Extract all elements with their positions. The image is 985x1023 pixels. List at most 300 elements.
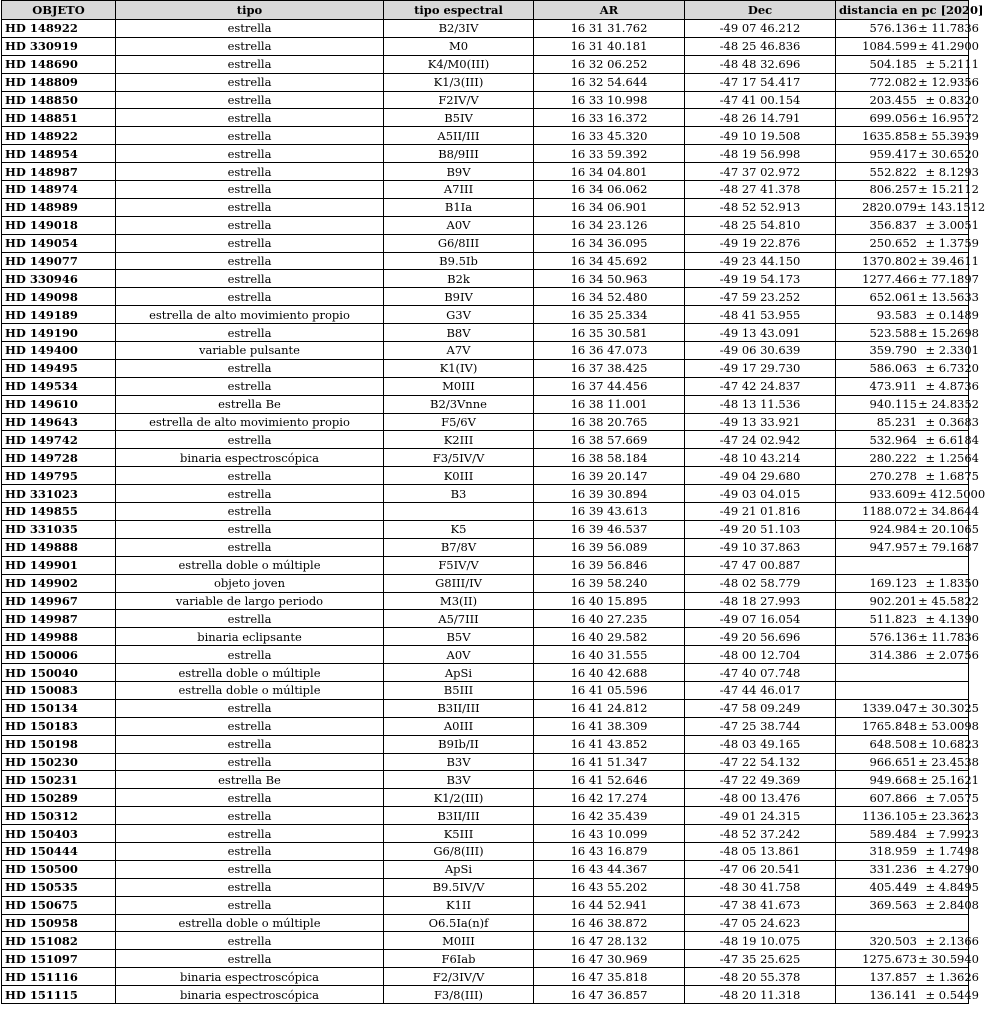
distance-error: ± 55.3939 xyxy=(918,128,979,143)
distance-error: ± 34.8644 xyxy=(918,504,979,519)
cell-ar: 16 35 30.581 xyxy=(534,324,685,342)
cell-distancia xyxy=(836,699,979,717)
distance-value: 320.503 xyxy=(869,933,917,948)
cell-objeto: HD 149054 xyxy=(2,234,116,252)
cell-tipo-espectral: A0V xyxy=(384,216,534,234)
cell-objeto: HD 149901 xyxy=(2,556,116,574)
table-row xyxy=(2,664,969,682)
cell-ar: 16 34 52.480 xyxy=(534,288,685,306)
cell-tipo: estrella de alto movimiento propio xyxy=(116,413,384,431)
cell-dec: -49 23 44.150 xyxy=(685,252,836,270)
distance-value: 772.082 xyxy=(869,75,917,90)
cell-objeto: HD 331035 xyxy=(2,520,116,538)
distance-error: ± 1.3626 xyxy=(925,969,979,984)
cell-tipo-espectral: A5II/III xyxy=(384,127,534,145)
table-row xyxy=(2,986,969,1004)
cell-objeto: HD 149077 xyxy=(2,252,116,270)
table-row xyxy=(2,234,969,252)
distance-value: 1765.848 xyxy=(862,719,917,734)
distance-value: 85.231 xyxy=(876,415,917,430)
cell-ar: 16 37 44.456 xyxy=(534,377,685,395)
cell-tipo: estrella doble o múltiple xyxy=(116,664,384,682)
cell-objeto: HD 149967 xyxy=(2,592,116,610)
cell-tipo-espectral: B9.5Ib xyxy=(384,252,534,270)
distance-value: 959.417 xyxy=(869,146,917,161)
cell-tipo: estrella xyxy=(116,932,384,950)
cell-tipo-espectral: F5IV/V xyxy=(384,556,534,574)
cell-tipo: estrella xyxy=(116,288,384,306)
cell-tipo: estrella xyxy=(116,37,384,55)
cell-objeto: HD 331023 xyxy=(2,485,116,503)
table-row xyxy=(2,950,969,968)
cell-dec: -47 44 46.017 xyxy=(685,681,836,699)
distance-value: 949.668 xyxy=(869,772,917,787)
distance-error: ± 11.7836 xyxy=(918,21,979,36)
cell-distancia xyxy=(836,342,979,360)
cell-tipo: binaria espectroscópica xyxy=(116,968,384,986)
cell-ar: 16 35 25.334 xyxy=(534,306,685,324)
distance-error: ± 53.0098 xyxy=(918,719,979,734)
cell-tipo: estrella xyxy=(116,789,384,807)
cell-tipo: estrella xyxy=(116,538,384,556)
distance-value: 1084.599 xyxy=(862,39,917,54)
cell-dec: -47 17 54.417 xyxy=(685,73,836,91)
cell-tipo-espectral: B2/3Vnne xyxy=(384,395,534,413)
cell-tipo-espectral: B9IV xyxy=(384,288,534,306)
cell-distancia xyxy=(836,950,979,968)
cell-distancia xyxy=(836,896,979,914)
cell-ar: 16 33 16.372 xyxy=(534,109,685,127)
cell-distancia xyxy=(836,163,979,181)
cell-objeto: HD 149495 xyxy=(2,359,116,377)
cell-objeto: HD 149795 xyxy=(2,467,116,485)
cell-tipo: estrella xyxy=(116,20,384,38)
cell-objeto: HD 148809 xyxy=(2,73,116,91)
cell-tipo-espectral: M0 xyxy=(384,37,534,55)
cell-objeto: HD 151116 xyxy=(2,968,116,986)
cell-dec: -48 10 43.214 xyxy=(685,449,836,467)
cell-ar: 16 40 27.235 xyxy=(534,610,685,628)
distance-value: 473.911 xyxy=(869,379,917,394)
cell-tipo: estrella Be xyxy=(116,771,384,789)
cell-tipo-espectral: F3/5IV/V xyxy=(384,449,534,467)
cell-dec: -49 17 29.730 xyxy=(685,359,836,377)
cell-distancia xyxy=(836,628,979,646)
cell-tipo: estrella xyxy=(116,520,384,538)
cell-objeto: HD 149888 xyxy=(2,538,116,556)
table-row xyxy=(2,342,969,360)
distance-value: 250.652 xyxy=(869,236,917,251)
distance-error: ± 12.9356 xyxy=(918,75,979,90)
distance-error: ± 23.3623 xyxy=(918,808,979,823)
cell-dec: -47 59 23.252 xyxy=(685,288,836,306)
distance-value: 359.790 xyxy=(869,343,917,358)
distance-value: 576.136 xyxy=(869,629,917,644)
cell-dec: -47 24 02.942 xyxy=(685,431,836,449)
cell-tipo: estrella xyxy=(116,55,384,73)
distance-error: ± 1.8350 xyxy=(925,576,979,591)
table-row xyxy=(2,181,969,199)
cell-tipo-espectral: F2IV/V xyxy=(384,91,534,109)
distance-value: 940.115 xyxy=(869,397,917,412)
cell-tipo: estrella xyxy=(116,359,384,377)
cell-ar: 16 39 30.894 xyxy=(534,485,685,503)
cell-distancia xyxy=(836,932,979,950)
cell-dec: -49 13 43.091 xyxy=(685,324,836,342)
distance-value: 270.278 xyxy=(869,468,917,483)
cell-objeto: HD 150083 xyxy=(2,681,116,699)
cell-distancia xyxy=(836,825,979,843)
cell-tipo-espectral: B3V xyxy=(384,753,534,771)
cell-objeto: HD 148954 xyxy=(2,145,116,163)
distance-error: ± 4.2790 xyxy=(925,862,979,877)
cell-tipo: binaria espectroscópica xyxy=(116,449,384,467)
distance-error: ± 30.6520 xyxy=(918,146,979,161)
cell-ar: 16 33 10.998 xyxy=(534,91,685,109)
cell-ar: 16 39 56.089 xyxy=(534,538,685,556)
cell-tipo: estrella doble o múltiple xyxy=(116,681,384,699)
cell-tipo: estrella de alto movimiento propio xyxy=(116,306,384,324)
cell-ar: 16 43 16.879 xyxy=(534,842,685,860)
cell-ar: 16 42 35.439 xyxy=(534,807,685,825)
cell-tipo-espectral: G8III/IV xyxy=(384,574,534,592)
cell-objeto: HD 150040 xyxy=(2,664,116,682)
cell-ar: 16 34 45.692 xyxy=(534,252,685,270)
distance-error: ± 30.5940 xyxy=(918,951,979,966)
cell-tipo: estrella Be xyxy=(116,395,384,413)
distance-value: 137.857 xyxy=(869,969,917,984)
cell-distancia xyxy=(836,717,979,735)
cell-objeto: HD 150006 xyxy=(2,646,116,664)
cell-objeto: HD 150444 xyxy=(2,842,116,860)
distance-value: 532.964 xyxy=(869,432,917,447)
distance-value: 1188.072 xyxy=(862,504,917,519)
cell-tipo-espectral: K5III xyxy=(384,825,534,843)
cell-tipo: estrella xyxy=(116,896,384,914)
cell-distancia xyxy=(836,91,979,109)
header-tipo: tipo xyxy=(116,1,384,20)
cell-tipo-espectral: K1II xyxy=(384,896,534,914)
cell-dec: -48 27 41.378 xyxy=(685,181,836,199)
cell-tipo: estrella xyxy=(116,377,384,395)
cell-distancia xyxy=(836,216,979,234)
cell-distancia xyxy=(836,860,979,878)
cell-distancia xyxy=(836,842,979,860)
cell-tipo-espectral: G3V xyxy=(384,306,534,324)
cell-tipo-espectral: A0III xyxy=(384,717,534,735)
cell-dec: -49 03 04.015 xyxy=(685,485,836,503)
cell-tipo-espectral: A0V xyxy=(384,646,534,664)
table-row xyxy=(2,485,969,503)
cell-tipo: estrella xyxy=(116,270,384,288)
cell-objeto: HD 149902 xyxy=(2,574,116,592)
cell-tipo: estrella xyxy=(116,198,384,216)
table-row xyxy=(2,198,969,216)
cell-tipo-espectral: B2/3IV xyxy=(384,20,534,38)
table-row xyxy=(2,216,969,234)
cell-ar: 16 43 55.202 xyxy=(534,878,685,896)
cell-dec: -48 00 13.476 xyxy=(685,789,836,807)
cell-tipo: estrella xyxy=(116,485,384,503)
cell-ar: 16 46 38.872 xyxy=(534,914,685,932)
cell-ar: 16 39 20.147 xyxy=(534,467,685,485)
cell-tipo-espectral: K0III xyxy=(384,467,534,485)
cell-dec: -47 38 41.673 xyxy=(685,896,836,914)
cell-dec: -48 03 49.165 xyxy=(685,735,836,753)
cell-distancia xyxy=(836,503,979,521)
cell-ar: 16 39 56.846 xyxy=(534,556,685,574)
cell-distancia xyxy=(836,789,979,807)
cell-objeto: HD 151115 xyxy=(2,986,116,1004)
distance-value: 511.823 xyxy=(869,611,917,626)
table-row xyxy=(2,556,969,574)
table-row xyxy=(2,628,969,646)
cell-tipo: estrella xyxy=(116,950,384,968)
distance-value: 586.063 xyxy=(869,361,917,376)
table-row xyxy=(2,252,969,270)
cell-tipo: estrella xyxy=(116,431,384,449)
cell-distancia xyxy=(836,198,985,216)
cell-objeto: HD 148690 xyxy=(2,55,116,73)
cell-ar: 16 34 36.095 xyxy=(534,234,685,252)
table-row xyxy=(2,270,969,288)
cell-tipo: estrella xyxy=(116,753,384,771)
distance-value: 203.455 xyxy=(869,93,917,107)
cell-dec: -49 04 29.680 xyxy=(685,467,836,485)
cell-objeto: HD 330919 xyxy=(2,37,116,55)
cell-objeto: HD 150958 xyxy=(2,914,116,932)
cell-tipo: estrella xyxy=(116,145,384,163)
table-row xyxy=(2,646,969,664)
distance-value: 331.236 xyxy=(869,862,917,877)
cell-tipo-espectral: B3V xyxy=(384,771,534,789)
cell-distancia xyxy=(836,324,979,342)
cell-dec: -48 05 13.861 xyxy=(685,842,836,860)
cell-ar: 16 34 06.901 xyxy=(534,198,685,216)
cell-ar: 16 34 50.963 xyxy=(534,270,685,288)
cell-dec: -49 20 56.696 xyxy=(685,628,836,646)
cell-dec: -47 58 09.249 xyxy=(685,699,836,717)
cell-dec: -48 26 14.791 xyxy=(685,109,836,127)
distance-error: ± 4.1390 xyxy=(925,611,979,626)
distance-value: 405.449 xyxy=(869,880,917,895)
table-row xyxy=(2,37,969,55)
cell-ar: 16 39 43.613 xyxy=(534,503,685,521)
cell-ar: 16 39 58.240 xyxy=(534,574,685,592)
cell-distancia xyxy=(836,377,979,395)
cell-dec: -48 20 55.378 xyxy=(685,968,836,986)
cell-ar: 16 34 23.126 xyxy=(534,216,685,234)
table-row xyxy=(2,771,969,789)
distance-value: 699.056 xyxy=(869,110,917,125)
distance-error: ± 79.1687 xyxy=(918,540,979,555)
cell-dec: -47 05 24.623 xyxy=(685,914,836,932)
table-row xyxy=(2,878,969,896)
cell-distancia xyxy=(836,592,979,610)
distance-error: ± 7.0575 xyxy=(925,790,979,805)
cell-ar: 16 38 58.184 xyxy=(534,449,685,467)
cell-dec: -48 41 53.955 xyxy=(685,306,836,324)
table-body xyxy=(2,20,985,1004)
cell-distancia xyxy=(836,55,979,73)
cell-tipo-espectral: B7/8V xyxy=(384,538,534,556)
table-row xyxy=(2,449,969,467)
table-row xyxy=(2,574,969,592)
cell-ar: 16 40 31.555 xyxy=(534,646,685,664)
distance-error: ± 77.1897 xyxy=(918,271,979,286)
cell-ar: 16 40 15.895 xyxy=(534,592,685,610)
distance-value: 93.583 xyxy=(876,307,917,322)
cell-distancia xyxy=(836,520,979,538)
header-distancia: distancia en pc [2020] xyxy=(836,1,969,20)
distance-value: 652.061 xyxy=(869,289,917,304)
cell-dec: -48 25 54.810 xyxy=(685,216,836,234)
cell-ar: 16 41 24.812 xyxy=(534,699,685,717)
cell-dec: -48 19 10.075 xyxy=(685,932,836,950)
cell-objeto: HD 148850 xyxy=(2,91,116,109)
distance-value: 589.484 xyxy=(869,826,917,841)
cell-tipo: estrella xyxy=(116,163,384,181)
table-row xyxy=(2,20,969,38)
cell-dec: -49 01 24.315 xyxy=(685,807,836,825)
cell-objeto: HD 149098 xyxy=(2,288,116,306)
cell-tipo: estrella xyxy=(116,825,384,843)
cell-tipo-espectral: A5/7III xyxy=(384,610,534,628)
cell-dec: -47 37 02.972 xyxy=(685,163,836,181)
cell-ar: 16 42 17.274 xyxy=(534,789,685,807)
cell-ar: 16 34 04.801 xyxy=(534,163,685,181)
cell-distancia xyxy=(836,753,979,771)
cell-objeto: HD 148989 xyxy=(2,198,116,216)
cell-distancia xyxy=(836,735,979,753)
cell-dec: -49 20 51.103 xyxy=(685,520,836,538)
cell-dec: -48 30 41.758 xyxy=(685,878,836,896)
table-row xyxy=(2,306,969,324)
distance-error: ± 0.5449 xyxy=(925,987,979,1002)
cell-tipo-espectral: F3/8(III) xyxy=(384,986,534,1004)
table-row xyxy=(2,932,969,950)
cell-objeto: HD 149018 xyxy=(2,216,116,234)
distance-value: 924.984 xyxy=(869,522,917,537)
cell-dec: -47 22 49.369 xyxy=(685,771,836,789)
distance-error: ± 1.2564 xyxy=(925,450,979,465)
cell-tipo: estrella xyxy=(116,252,384,270)
distance-value: 2820.079 xyxy=(862,200,917,215)
cell-ar: 16 36 47.073 xyxy=(534,342,685,360)
distance-value: 136.141 xyxy=(869,987,917,1002)
cell-objeto: HD 150183 xyxy=(2,717,116,735)
cell-dec: -47 25 38.744 xyxy=(685,717,836,735)
cell-tipo-espectral: K5 xyxy=(384,520,534,538)
distance-value: 576.136 xyxy=(869,21,917,36)
cell-objeto: HD 150230 xyxy=(2,753,116,771)
cell-objeto: HD 149400 xyxy=(2,342,116,360)
cell-tipo: estrella xyxy=(116,181,384,199)
cell-objeto: HD 150198 xyxy=(2,735,116,753)
distance-value: 607.866 xyxy=(869,790,917,805)
star-catalog-table xyxy=(1,0,985,1004)
cell-tipo-espectral: O6.5Ia(n)f xyxy=(384,914,534,932)
cell-tipo: estrella xyxy=(116,324,384,342)
cell-tipo-espectral: B5III xyxy=(384,681,534,699)
cell-distancia xyxy=(836,538,979,556)
table-row xyxy=(2,753,969,771)
cell-tipo: estrella doble o múltiple xyxy=(116,914,384,932)
distance-error: ± 39.4611 xyxy=(918,254,979,269)
cell-dec: -49 10 37.863 xyxy=(685,538,836,556)
cell-tipo: estrella xyxy=(116,860,384,878)
cell-objeto: HD 149643 xyxy=(2,413,116,431)
cell-tipo: estrella xyxy=(116,503,384,521)
table-row xyxy=(2,109,969,127)
table-row xyxy=(2,359,969,377)
cell-tipo: estrella xyxy=(116,717,384,735)
distance-value: 947.957 xyxy=(869,540,917,555)
cell-tipo-espectral: B3II/III xyxy=(384,699,534,717)
cell-ar: 16 41 38.309 xyxy=(534,717,685,735)
table-row xyxy=(2,163,969,181)
cell-distancia xyxy=(836,431,979,449)
distance-value: 1275.673 xyxy=(862,951,917,966)
distance-error: ± 3.0051 xyxy=(925,218,979,233)
cell-ar: 16 47 28.132 xyxy=(534,932,685,950)
table-row xyxy=(2,896,969,914)
distance-value: 169.123 xyxy=(869,576,917,591)
cell-tipo-espectral: B9Ib/II xyxy=(384,735,534,753)
cell-ar: 16 33 45.320 xyxy=(534,127,685,145)
cell-distancia xyxy=(836,288,979,306)
cell-tipo: estrella xyxy=(116,807,384,825)
cell-tipo-espectral: G6/8(III) xyxy=(384,842,534,860)
distance-value: 504.185 xyxy=(869,57,917,72)
distance-error: ± 1.3759 xyxy=(925,236,979,251)
cell-ar: 16 41 43.852 xyxy=(534,735,685,753)
cell-objeto: HD 150500 xyxy=(2,860,116,878)
cell-ar: 16 37 38.425 xyxy=(534,359,685,377)
cell-tipo-espectral: B1Ia xyxy=(384,198,534,216)
distance-value: 318.959 xyxy=(869,844,917,859)
cell-ar: 16 44 52.941 xyxy=(534,896,685,914)
cell-dec: -49 07 16.054 xyxy=(685,610,836,628)
table-row xyxy=(2,324,969,342)
cell-objeto: HD 149534 xyxy=(2,377,116,395)
table-row xyxy=(2,699,969,717)
distance-value: 933.609 xyxy=(869,486,917,501)
cell-dec: -49 13 33.921 xyxy=(685,413,836,431)
cell-ar: 16 47 36.857 xyxy=(534,986,685,1004)
cell-distancia xyxy=(836,485,985,503)
distance-error: ± 0.3683 xyxy=(925,415,979,430)
cell-ar: 16 38 57.669 xyxy=(534,431,685,449)
cell-ar: 16 38 20.765 xyxy=(534,413,685,431)
table-row xyxy=(2,55,969,73)
cell-tipo-espectral: A7V xyxy=(384,342,534,360)
distance-error: ± 143.1512 xyxy=(917,200,985,215)
cell-tipo: estrella xyxy=(116,216,384,234)
distance-error: ± 0.8320 xyxy=(925,93,979,107)
cell-distancia xyxy=(836,878,979,896)
cell-tipo-espectral: ApSi xyxy=(384,860,534,878)
cell-dec: -48 02 58.779 xyxy=(685,574,836,592)
cell-tipo-espectral: B3 xyxy=(384,485,534,503)
cell-distancia xyxy=(836,807,979,825)
cell-tipo-espectral: K1/2(III) xyxy=(384,789,534,807)
cell-ar: 16 47 30.969 xyxy=(534,950,685,968)
header-tipo-espectral: tipo espectral xyxy=(384,1,534,20)
distance-error: ± 2.8408 xyxy=(925,898,979,913)
distance-error: ± 16.9572 xyxy=(918,110,979,125)
cell-tipo: estrella xyxy=(116,878,384,896)
